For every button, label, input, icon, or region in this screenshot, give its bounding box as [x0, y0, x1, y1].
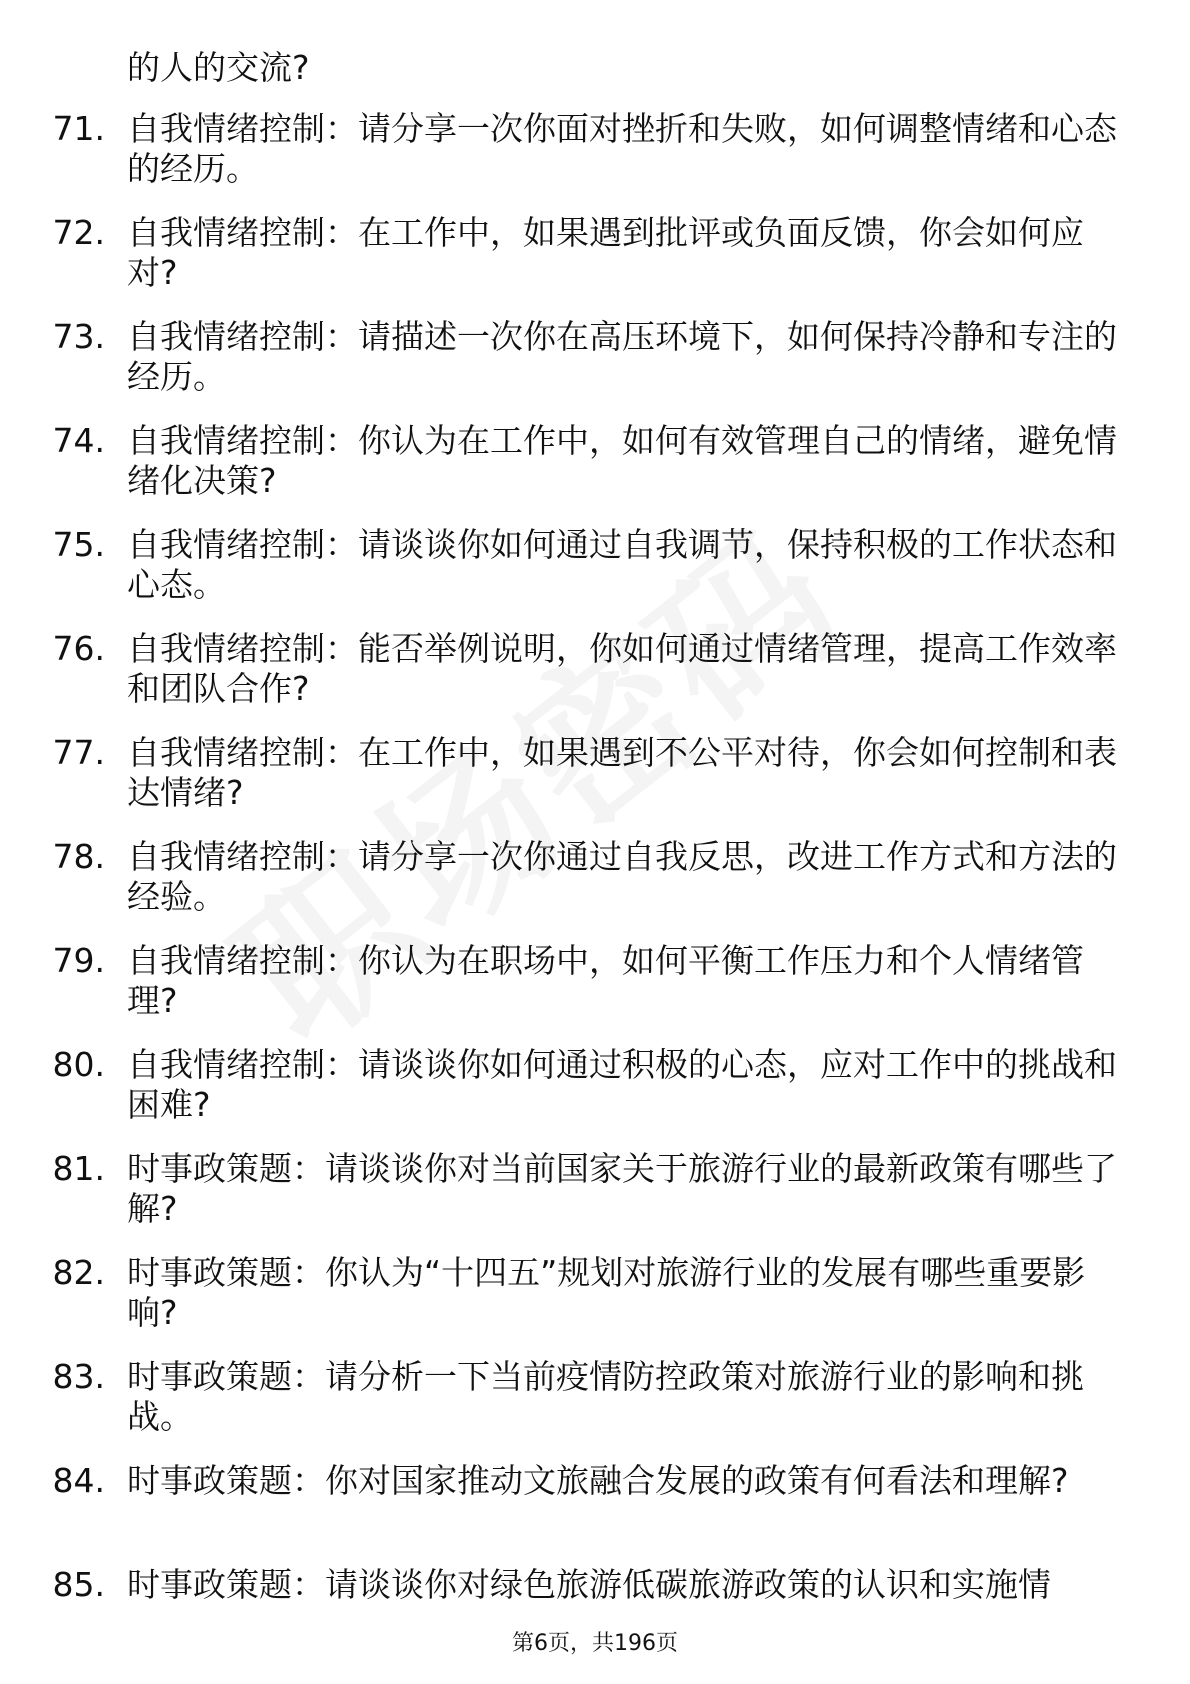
list-item — [0, 317, 1190, 421]
question-text: 自我情绪控制：请分享一次你面对挫折和失败，如何调整情绪和心态的经历。 — [127, 109, 1117, 188]
question-number: 77. — [52, 733, 105, 772]
list-item — [0, 1565, 1190, 1669]
question-text: 时事政策题：请谈谈你对绿色旅游低碳旅游政策的认识和实施情 — [127, 1565, 1051, 1604]
question-number: 78. — [52, 837, 105, 876]
question-text: 时事政策题：你认为“十四五”规划对旅游行业的发展有哪些重要影响? — [127, 1253, 1086, 1332]
list-item — [0, 1045, 1190, 1149]
question-text: 自我情绪控制：你认为在工作中，如何有效管理自己的情绪，避免情绪化决策? — [127, 421, 1117, 500]
question-text: 自我情绪控制：你认为在职场中，如何平衡工作压力和个人情绪管理? — [127, 941, 1084, 1020]
question-text: 自我情绪控制：能否举例说明，你如何通过情绪管理，提高工作效率和团队合作? — [127, 629, 1117, 708]
list-item — [0, 1461, 1190, 1565]
question-number: 71. — [52, 109, 105, 148]
question-number: 75. — [52, 525, 105, 564]
question-text: 自我情绪控制：请描述一次你在高压环境下，如何保持冷静和专注的经历。 — [127, 317, 1117, 396]
list-item — [0, 941, 1190, 1045]
question-number: 83. — [52, 1357, 105, 1396]
question-number: 73. — [52, 317, 105, 356]
question-text: 自我情绪控制：请谈谈你如何通过积极的心态，应对工作中的挑战和困难? — [127, 1045, 1117, 1124]
question-text: 时事政策题：请分析一下当前疫情防控政策对旅游行业的影响和挑战。 — [127, 1357, 1084, 1436]
question-text: 自我情绪控制：在工作中，如果遇到批评或负面反馈，你会如何应对? — [127, 213, 1084, 292]
list-item — [0, 1253, 1190, 1357]
question-text: 时事政策题：请谈谈你对当前国家关于旅游行业的最新政策有哪些了解? — [127, 1149, 1117, 1228]
question-text: 自我情绪控制：请谈谈你如何通过自我调节，保持积极的工作状态和心态。 — [127, 525, 1117, 604]
question-number: 79. — [52, 941, 105, 980]
question-number: 85. — [52, 1565, 105, 1604]
list-item — [0, 629, 1190, 733]
list-item — [0, 733, 1190, 837]
list-item — [0, 109, 1190, 213]
question-number: 76. — [52, 629, 105, 668]
question-text: 时事政策题：你对国家推动文旅融合发展的政策有何看法和理解? — [127, 1461, 1069, 1500]
question-text: 自我情绪控制：在工作中，如果遇到不公平对待，你会如何控制和表达情绪? — [127, 733, 1117, 812]
page-footer: 第6页，共196页 — [512, 1631, 678, 1656]
question-number: 74. — [52, 421, 105, 460]
question-number: 80. — [52, 1045, 105, 1084]
question-number: 82. — [52, 1253, 105, 1292]
continuation-line: 的人的交流? — [127, 48, 310, 87]
list-item — [0, 525, 1190, 629]
question-text: 自我情绪控制：请分享一次你通过自我反思，改进工作方式和方法的经验。 — [127, 837, 1117, 916]
list-item — [0, 1357, 1190, 1461]
question-number: 81. — [52, 1149, 105, 1188]
question-list — [0, 109, 1190, 1669]
question-number: 84. — [52, 1461, 105, 1500]
list-item — [0, 421, 1190, 525]
list-item — [0, 837, 1190, 941]
list-item — [0, 1149, 1190, 1253]
list-item — [0, 213, 1190, 317]
question-number: 72. — [52, 213, 105, 252]
